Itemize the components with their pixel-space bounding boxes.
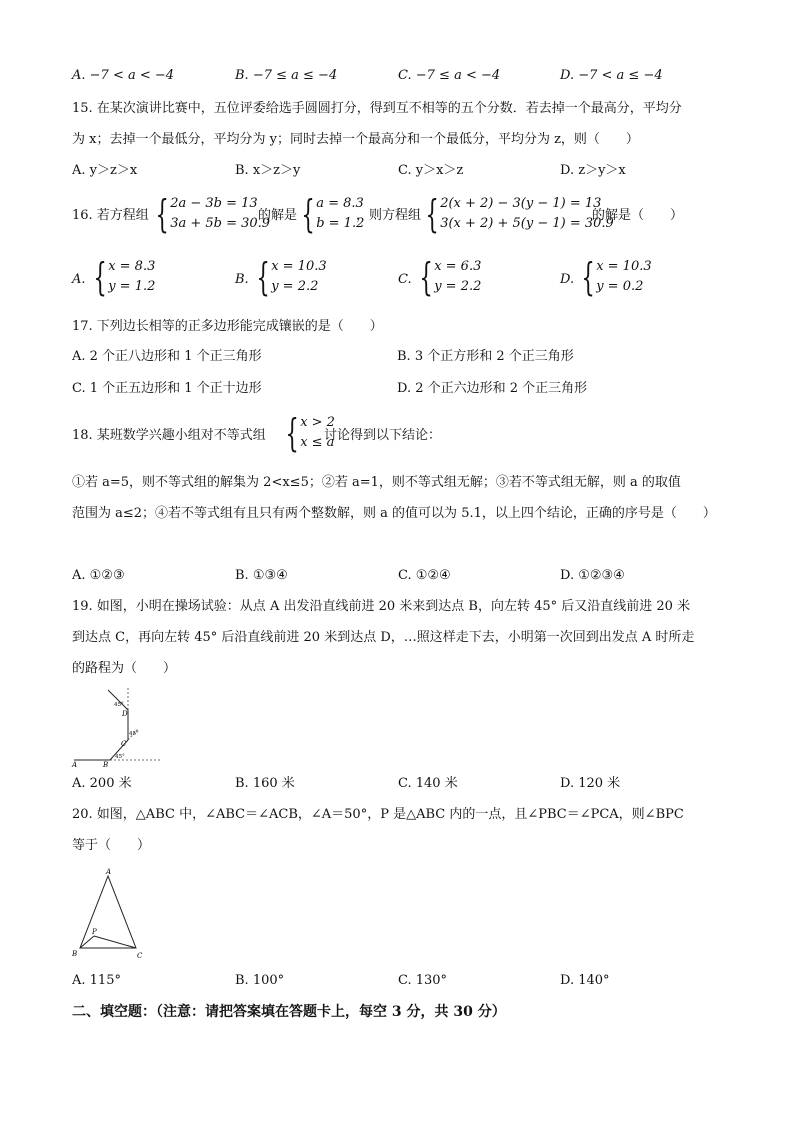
- q18-system: { x > 2 x ≤ a: [285, 411, 335, 455]
- q19-line1: 19. 如图，小明在操场试验：从点 A 出发沿直线前进 20 米来到达点 B，向左转 45° 后又沿直线前进 20 米: [72, 599, 691, 614]
- q19-figure: [70, 682, 180, 768]
- q17-option-d: D. 2 个正六边形和 2 个正三角形: [397, 381, 588, 396]
- q18-prefix: 18. 某班数学兴趣小组对不等式组: [72, 428, 266, 443]
- q19-option-b: B. 160 米: [235, 776, 295, 791]
- q16-option-a-y: y = 1.2: [108, 279, 156, 294]
- q19-option-c: C. 140 米: [398, 776, 458, 791]
- q15-stem-line2: 为 x；去掉一个最低分，平均分为 y；同时去掉一个最高分和一个最低分，平均分为 z，则（ ）: [72, 132, 639, 147]
- q19-line2: 到达点 C，再向左转 45° 后沿直线前进 20 米到达点 D，…照这样走下去，小明第一次回到出发点 A 时所走: [72, 630, 695, 645]
- q15-option-a: A. y＞z＞x: [72, 163, 138, 178]
- q18-suffix: 讨论得到以下结论：: [324, 428, 442, 443]
- q16-system1-eq2: 3a + 5b = 30.9: [170, 216, 271, 231]
- q19-label-a: A: [72, 761, 78, 768]
- q19-label-b: B: [103, 761, 109, 768]
- q15-option-d: D. z＞y＞x: [560, 163, 626, 178]
- q16-suffix: 的解是（ ）: [592, 208, 684, 223]
- q20-label-c: C: [137, 952, 143, 960]
- q18-line2: ①若 a=5，则不等式组的解集为 2<x≤5；②若 a=1，则不等式组无解；③若不等式组无解，则 a 的取值: [72, 475, 681, 490]
- q16-option-c-system: { x = 6.3 y = 2.2: [419, 255, 482, 299]
- q17-option-c: C. 1 个正五边形和 1 个正十边形: [72, 381, 262, 396]
- q18-system-ineq2: x ≤ a: [300, 435, 335, 450]
- q20-line2: 等于（ ）: [72, 838, 151, 853]
- q20-label-b: B: [72, 950, 78, 958]
- q14-option-c: C. −7 ≤ a < −4: [398, 68, 501, 83]
- q16-prefix: 16. 若方程组: [72, 208, 149, 223]
- q20-option-a: A. 115°: [72, 973, 121, 988]
- q16-option-a-x: x = 8.3: [108, 259, 156, 274]
- q20-figure: [70, 864, 150, 964]
- q17-option-b: B. 3 个正方形和 2 个正三角形: [397, 349, 574, 364]
- q16-option-c-x: x = 6.3: [434, 259, 482, 274]
- q20-label-p: P: [92, 928, 97, 936]
- q14-option-b: B. −7 ≤ a ≤ −4: [235, 68, 338, 83]
- q17-option-a: A. 2 个正八边形和 1 个正三角形: [72, 349, 262, 364]
- q16-option-a-label: A.: [72, 272, 86, 287]
- q16-option-a-system: { x = 8.3 y = 1.2: [93, 255, 156, 299]
- q20-option-d: D. 140°: [560, 973, 610, 988]
- q16-solution1-a: a = 8.3: [316, 196, 364, 211]
- q20-triangle-abc: [80, 876, 136, 948]
- q16-option-b-label: B.: [235, 272, 249, 287]
- q14-options: [72, 67, 732, 85]
- q16-system1: { 2a − 3b = 13 3a + 5b = 30.9: [155, 192, 271, 236]
- q16-option-b-y: y = 2.2: [271, 279, 319, 294]
- q18-line3: 范围为 a≤2；④若不等式组有且只有两个整数解，则 a 的值可以为 5.1，以上四个结论，正确的序号是（ ）: [72, 506, 716, 521]
- q16-option-b-x: x = 10.3: [271, 259, 327, 274]
- q19-options: [72, 775, 732, 793]
- q16-system2-eq2: 3(x + 2) + 5(y − 1) = 30.9: [440, 216, 614, 231]
- q16-mid2: ，则方程组: [356, 208, 422, 223]
- q20-options: [72, 972, 732, 990]
- q16-option-d-x: x = 10.3: [596, 259, 652, 274]
- q16-solution1-b: b = 1.2: [316, 216, 365, 231]
- q16-option-d-label: D.: [560, 272, 575, 287]
- q19-angle-c: 45°: [129, 731, 139, 737]
- q16-option-d-y: y = 0.2: [596, 279, 644, 294]
- q18-option-a: A. ①②③: [72, 568, 125, 583]
- q16-option-c-y: y = 2.2: [434, 279, 482, 294]
- q20-option-b: B. 100°: [235, 973, 285, 988]
- q20-option-c: C. 130°: [398, 973, 448, 988]
- q14-option-a: A. −7 < a < −4: [72, 68, 175, 83]
- q19-label-c: C: [121, 740, 127, 748]
- section-2-heading: 二、填空题：（注意：请把答案填在答题卡上，每空 3 分，共 30 分）: [72, 1004, 506, 1020]
- q15-stem-line1: 15. 在某次演讲比赛中，五位评委给选手圆圆打分，得到互不相等的五个分数．若去掉一个最高分，平均分: [72, 101, 682, 116]
- q20-segment-pc: [94, 936, 136, 948]
- q16-option-d-system: { x = 10.3 y = 0.2: [581, 255, 652, 299]
- q17-options-row2: [72, 380, 732, 398]
- q18-options: [72, 567, 732, 585]
- q15-option-c: C. y＞x＞z: [398, 163, 464, 178]
- q19-angle-b: 45°: [115, 754, 125, 760]
- q19-option-a: A. 200 米: [72, 776, 132, 791]
- q17-options-row1: [72, 348, 732, 366]
- q20-label-a: A: [106, 868, 112, 876]
- q16-system2-eq1: 2(x + 2) − 3(y − 1) = 13: [440, 196, 602, 211]
- q18-system-ineq1: x > 2: [300, 415, 335, 430]
- q16-option-b-system: { x = 10.3 y = 2.2: [256, 255, 327, 299]
- q16-solution1: { a = 8.3 b = 1.2: [301, 192, 365, 236]
- q15-option-b: B. x＞z＞y: [235, 163, 301, 178]
- q15-options: [72, 162, 732, 180]
- q16-mid1: 的解是: [258, 208, 298, 223]
- q19-label-d: D: [122, 710, 128, 718]
- q16-system1-eq1: 2a − 3b = 13: [170, 196, 258, 211]
- q19-line3: 的路程为（ ）: [72, 661, 177, 676]
- q16-option-c-label: C.: [398, 272, 412, 287]
- q19-option-d: D. 120 米: [560, 776, 621, 791]
- q18-option-d: D. ①②③④: [560, 568, 625, 583]
- q18-option-c: C. ①②④: [398, 568, 451, 583]
- q16-system2: { 2(x + 2) − 3(y − 1) = 13 3(x + 2) + 5(y − 1) = 30.9: [425, 192, 614, 236]
- q20-line1: 20. 如图，△ABC 中，∠ABC＝∠ACB，∠A＝50°，P 是△ABC 内的一点，且∠PBC＝∠PCA，则∠BPC: [72, 807, 684, 822]
- q14-option-d: D. −7 < a ≤ −4: [560, 68, 663, 83]
- q18-option-b: B. ①③④: [235, 568, 288, 583]
- q17-stem: 17. 下列边长相等的正多边形能完成镶嵌的是（ ）: [72, 319, 383, 334]
- q19-angle-d: 45°: [114, 702, 124, 708]
